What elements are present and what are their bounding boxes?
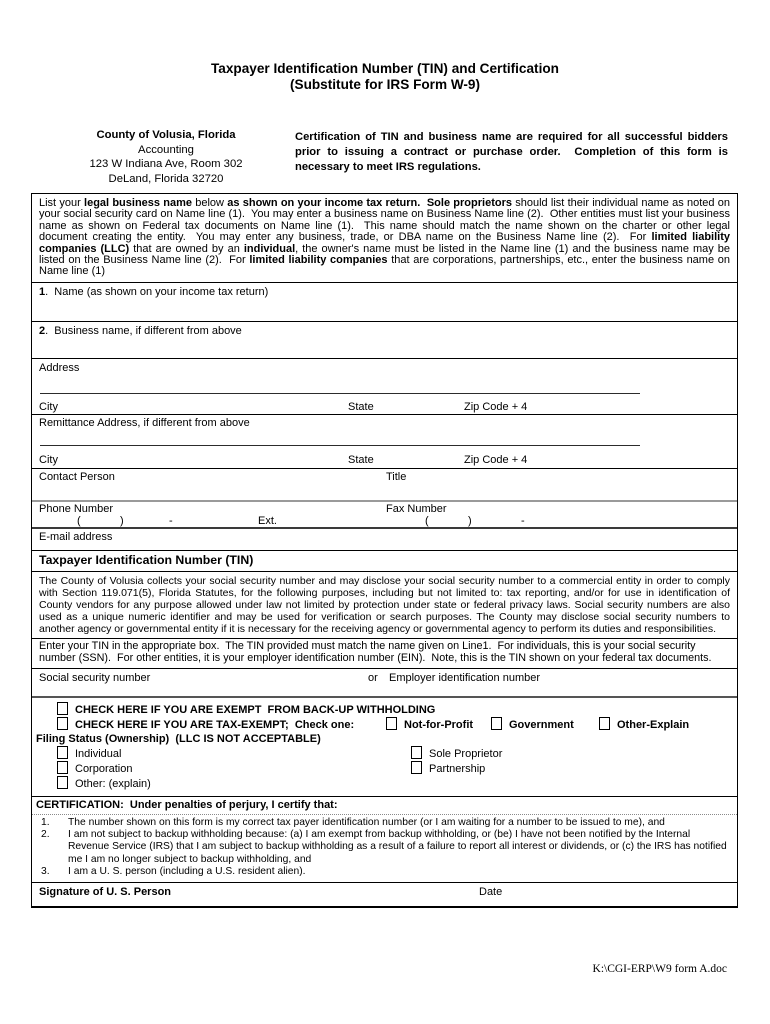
individual-option: [57, 748, 121, 760]
item-text: I am not subject to backup withholding because: (a) I am exempt from backup withholding, or (be) I have not been notified by the Internal Revenue Service (IRS) that I am subject to backup withholding as a result of a failure to report all interest or dividends, or (c) the IRS has notified me I am no longer subject to backup withholding, and: [68, 828, 727, 865]
business-name-input-area[interactable]: [32, 321, 737, 358]
instructions-text: as shown on your income tax return. Sole proprietors: [227, 197, 512, 209]
tin-section-heading: Taxpayer Identification Number (TIN): [39, 552, 254, 567]
checkbox-tax-exempt[interactable]: [57, 717, 68, 730]
form-title-line1: Taxpayer Identification Number (TIN) and Certification: [211, 61, 559, 76]
checkbox-individual[interactable]: [57, 746, 68, 759]
business-name-label: [39, 325, 242, 337]
fax-open-paren: (: [425, 514, 429, 527]
instructions-text: below: [192, 197, 228, 209]
fax-number-label: Fax Number: [386, 502, 447, 515]
address-label: Address: [39, 361, 80, 374]
ein-input-area[interactable]: [382, 683, 732, 696]
phone-fax-input-area[interactable]: [32, 500, 737, 527]
email-input-area[interactable]: [32, 527, 737, 550]
email-label: E-mail address: [39, 530, 113, 543]
instructions-text: , the owner's name must be listed in the Name line (1) and the business name may be listed on the Business Name line (2). For: [39, 242, 734, 267]
signature-row: [32, 882, 737, 906]
date-label: Date: [479, 885, 503, 898]
name-number: 1: [39, 285, 46, 298]
checkbox-corporation[interactable]: [57, 761, 68, 774]
checkbox-other[interactable]: [57, 776, 68, 789]
instructions-text: limited liability companies (LLC): [39, 231, 734, 255]
certification-heading: CERTIFICATION: Under penalties of perjury, I certify that:: [36, 798, 338, 811]
item-number: 3.: [41, 866, 50, 878]
exemption-and-filing-section: [32, 696, 737, 796]
org-name: County of Volusia, Florida: [96, 129, 236, 141]
certification-item: [32, 829, 737, 866]
city-label[interactable]: City: [39, 453, 58, 466]
org-address-block: [57, 128, 275, 186]
certification-list: [32, 814, 737, 882]
phone-open-paren: (: [77, 514, 81, 527]
partnership-label: Partnership: [429, 762, 486, 775]
instructions-paragraph: [32, 194, 737, 282]
form-title: [0, 61, 770, 92]
tin-section-header: [32, 550, 737, 571]
ein-label: Employer identification number: [389, 671, 541, 684]
state-label[interactable]: State: [348, 400, 374, 413]
business-label-text: . Business name, if different from above: [45, 324, 242, 337]
individual-label: Individual: [75, 747, 122, 760]
item-text: The number shown on this form is my correct tax payer identification number (or I am waiting for a number to be issued to me), and: [68, 816, 665, 828]
checkbox-sole-proprietor[interactable]: [411, 746, 422, 759]
business-number: 2: [39, 324, 46, 337]
checkbox-government[interactable]: [491, 717, 502, 730]
instructions-text: that are corporations, partnerships, etc., enter the business name on Name line (1): [39, 254, 734, 278]
org-department: Accounting: [138, 143, 194, 156]
filing-status-row-1: [57, 746, 737, 761]
filing-status-row-2: [57, 761, 737, 776]
instructions-text: legal business name: [84, 197, 192, 209]
government-label: Government: [509, 718, 574, 731]
form-title-line2: (Substitute for IRS Form W-9): [289, 76, 481, 92]
other-label: Other: (explain): [75, 777, 151, 790]
item-text: I am a U. S. person (including a U.S. resident alien).: [68, 866, 306, 878]
signature-label: Signature of U. S. Person: [39, 885, 172, 898]
instructions-text: limited liability companies: [249, 254, 388, 267]
checkbox-backup-withholding-exempt[interactable]: [57, 702, 68, 715]
item-number: 1.: [41, 816, 50, 828]
item-number: 2.: [41, 828, 50, 840]
address-input-line[interactable]: [40, 393, 640, 394]
tin-instructions: Enter your TIN in the appropriate box. The TIN provided must match the name given on Line1. For individuals, this is your social security number (SSN). For other entities, it is your employer identification number (EIN). Note, this is the TIN shown on your federal tax documents.: [32, 638, 737, 667]
government-option: [491, 717, 574, 732]
instructions-text: individual: [243, 242, 296, 255]
certification-item: [32, 817, 737, 829]
tax-exempt-line: [57, 717, 737, 732]
title-label: Title: [386, 470, 407, 483]
contact-person-input-area[interactable]: [32, 468, 737, 500]
ssn-label: Social security number: [39, 671, 151, 684]
signature-input-area[interactable]: [192, 885, 472, 905]
other-explain-option: [599, 717, 689, 732]
partnership-option: [411, 761, 485, 776]
or-label: or: [368, 671, 378, 684]
phone-number-label: Phone Number: [39, 502, 113, 515]
certification-item: [32, 866, 737, 878]
sole-proprietor-option: [411, 746, 502, 761]
tax-exempt-label: CHECK HERE IF YOU ARE TAX-EXEMPT; Check one:: [75, 718, 355, 731]
not-for-profit-label: Not-for-Profit: [404, 718, 474, 731]
city-label[interactable]: City: [39, 400, 58, 413]
zip-label[interactable]: Zip Code + 4: [464, 400, 528, 413]
corporation-label: Corporation: [75, 762, 133, 775]
phone-dash: -: [169, 514, 173, 527]
form-table: [31, 193, 738, 908]
org-street: 123 W Indiana Ave, Room 302: [89, 158, 243, 171]
name-input-area[interactable]: [32, 282, 737, 321]
phone-close-paren: ): [120, 514, 124, 527]
fax-dash: -: [521, 514, 525, 527]
contact-person-label: Contact Person: [39, 470, 115, 483]
instructions-text: List your: [39, 197, 85, 209]
backup-exempt-line: [57, 702, 737, 717]
backup-exempt-label: CHECK HERE IF YOU ARE EXEMPT FROM BACK-UP WITHHOLDING: [75, 703, 436, 716]
filing-status-row-3: [57, 776, 737, 791]
fax-close-paren: ): [468, 514, 472, 527]
certification-header: [32, 796, 737, 814]
phone-ext-label: Ext.: [258, 514, 277, 527]
other-explain-label: Other-Explain: [617, 718, 690, 731]
remittance-address-block: [32, 414, 737, 468]
file-path: K:\CGI-ERP\W9 form A.doc: [592, 963, 727, 975]
name-label: [39, 286, 268, 298]
remittance-address-label: Remittance Address, if different from above: [39, 416, 250, 429]
filing-status-heading: Filing Status (Ownership) (LLC IS NOT ACCEPTABLE): [36, 732, 321, 745]
zip-label[interactable]: Zip Code + 4: [464, 453, 528, 466]
org-city: DeLand, Florida 32720: [108, 172, 224, 185]
instructions-text: that are owned by an: [129, 242, 244, 255]
corporation-option: [57, 763, 132, 775]
ssn-input-area[interactable]: [32, 683, 362, 696]
certification-note: Certification of TIN and business name are required for all successful bidders prior to issuing a contract or purchase order. Completion of this form is necessary to meet IRS regulations.: [295, 131, 732, 174]
checkbox-not-for-profit[interactable]: [386, 717, 397, 730]
other-option: [57, 778, 151, 790]
instructions-text: should list their individual name as noted on your social security card on Name line (1). You may enter a business name on Business Name line (2). Other entities must list your business name as shown on Federal tax documents on Name line (1). This name should match the name shown on the charter or other legal document creating the entity. You may enter any business, trade, or DBA name on the Business Name line (2). For: [39, 197, 734, 244]
state-label[interactable]: State: [348, 453, 374, 466]
remittance-input-line[interactable]: [40, 445, 640, 446]
tin-entry-row: [32, 668, 737, 696]
date-input-area[interactable]: [512, 885, 712, 905]
address-block: [32, 358, 737, 414]
privacy-notice: The County of Volusia collects your social security number and may disclose your social security number to a commercial entity in order to comply with Section 119.071(5), Florida Statutes, for the following purposes, including but not limited to: tax reporting, and/or for use in identification of County vendors for any purpose allowed under law not limited by protection under state or federal privacy laws. Social security numbers are also used as a unique numeric identifier and may be used for verification or search purposes. The County may disclose social security numbers to another agency or governmental entity if it is necessary for the receiving agency or governmental agency to perform its duties and responsibilities.: [32, 571, 737, 638]
not-for-profit-option: [386, 717, 473, 732]
sole-proprietor-label: Sole Proprietor: [429, 747, 503, 760]
name-label-text: . Name (as shown on your income tax return): [45, 285, 269, 298]
checkbox-other-explain[interactable]: [599, 717, 610, 730]
checkbox-partnership[interactable]: [411, 761, 422, 774]
